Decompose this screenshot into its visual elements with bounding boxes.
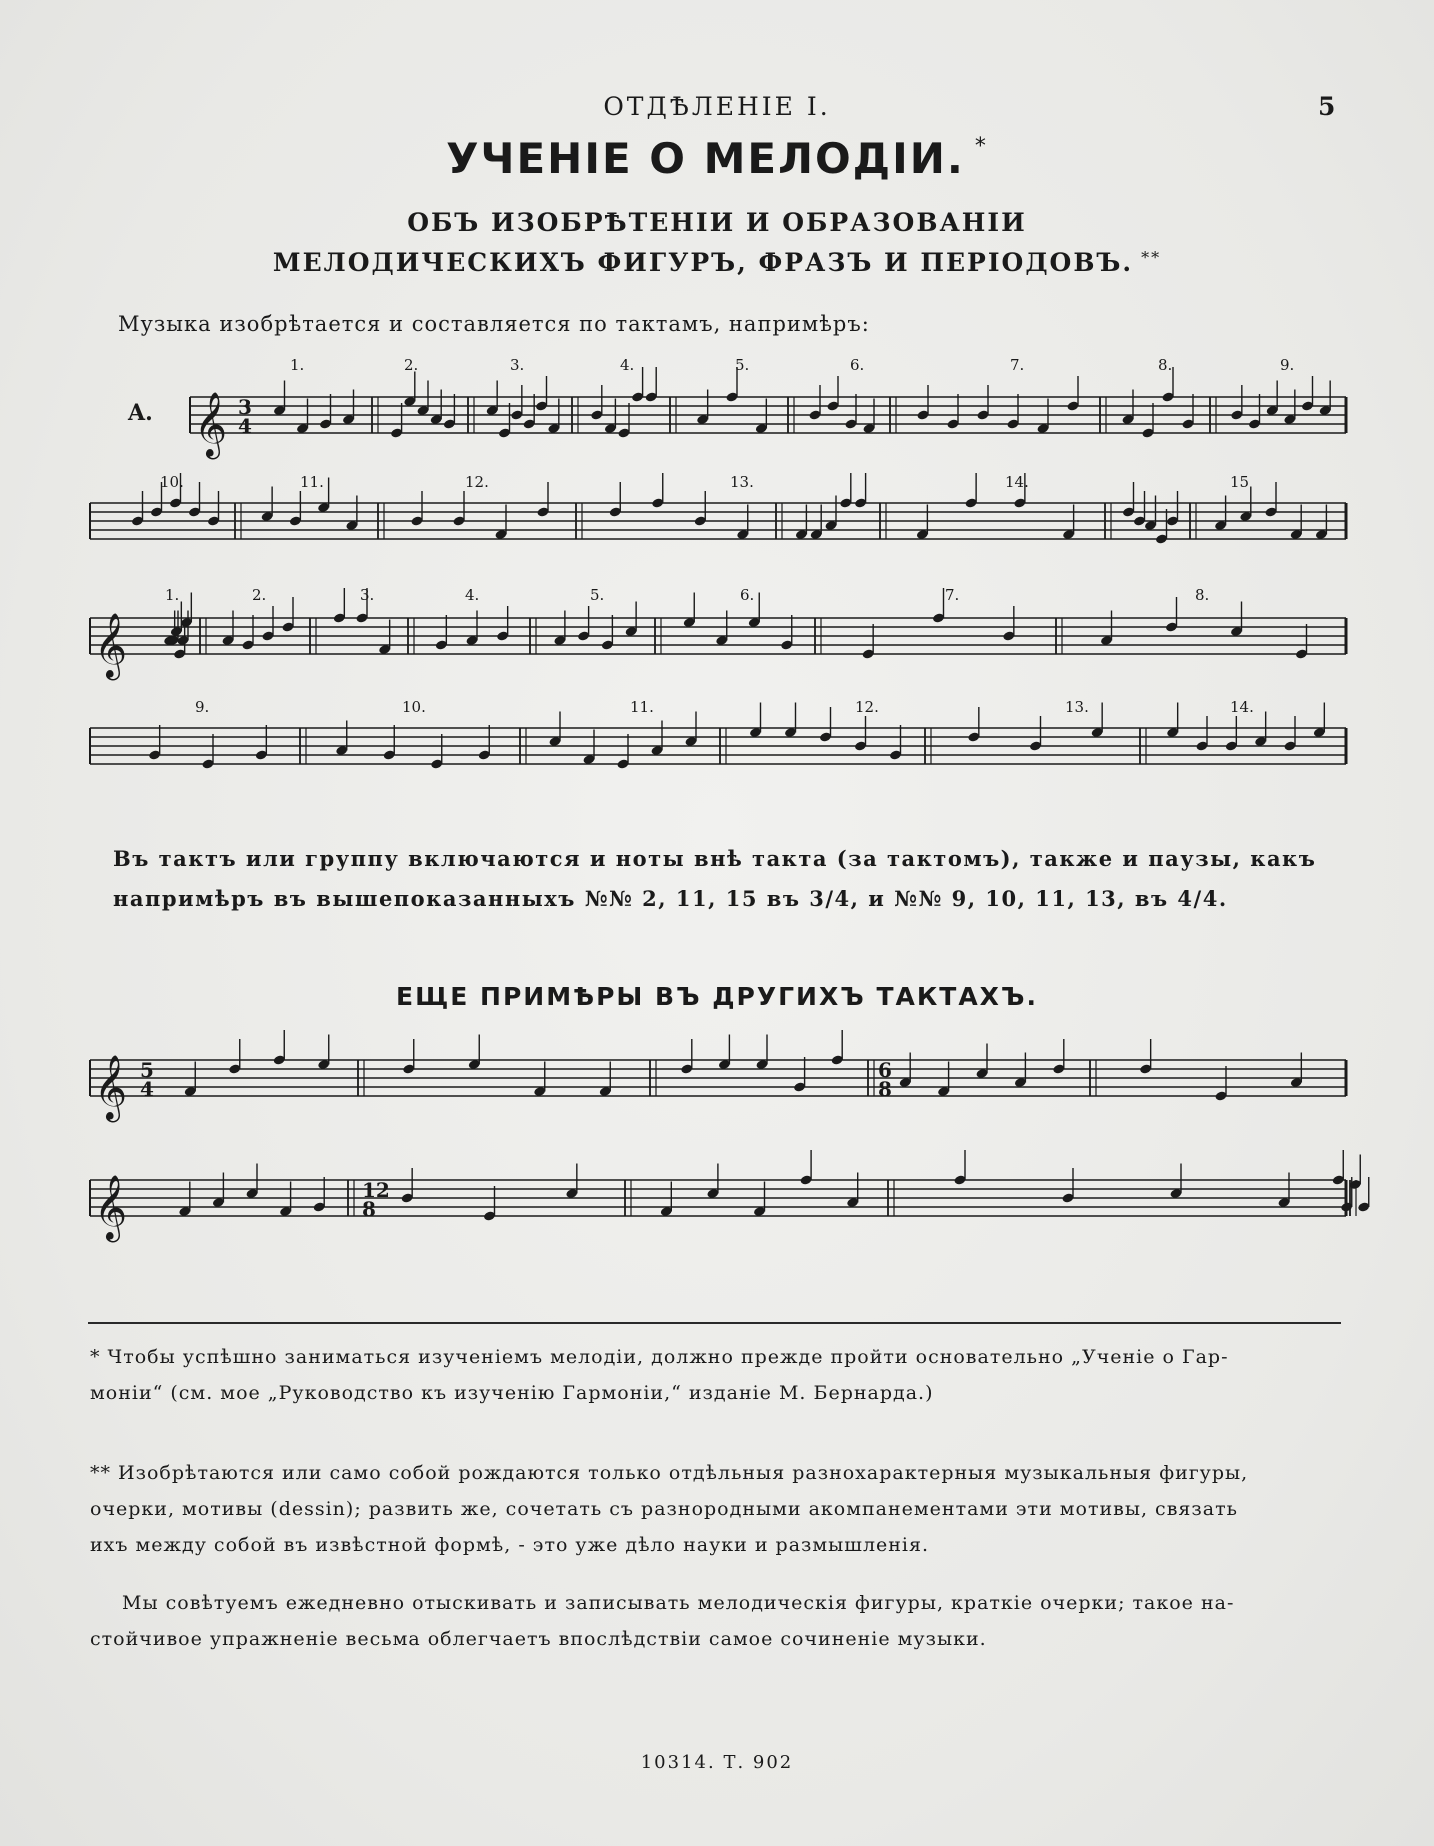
measure-number: 6. (740, 586, 755, 604)
treble-clef-icon: 𝄞 (94, 1175, 128, 1240)
time-signature: 8 (362, 1197, 376, 1221)
time-signature: 12 (362, 1178, 390, 1202)
treble-clef-icon: 𝄞 (94, 613, 128, 678)
measure-number: 1. (165, 586, 180, 604)
time-signature: 4 (238, 414, 252, 438)
measure-number: 10. (160, 473, 184, 491)
measure-number: 7. (945, 586, 960, 604)
treble-clef-icon: 𝄞 (94, 1055, 128, 1120)
measure-number: 1. (290, 356, 305, 374)
measure-number: 8. (1195, 586, 1210, 604)
measure-number: 15 (1230, 473, 1250, 491)
measure-number: 4. (465, 586, 480, 604)
subtitle-text: МЕЛОДИЧЕСКИХЪ ФИГУРЪ, ФРАЗЪ И ПЕРІОДОВЪ. (272, 248, 1134, 277)
measure-number: 10. (402, 698, 426, 716)
time-signature: 3 (238, 395, 252, 419)
measure-number: 2. (404, 356, 419, 374)
remark-line-1: Въ тактъ или группу включаются и ноты внѣ такта (за тактомъ), также и паузы, какъ (113, 846, 1317, 871)
measure-number: 3. (510, 356, 525, 374)
time-signature: 6 (878, 1058, 892, 1082)
measure-number: 6. (850, 356, 865, 374)
time-signature: 5 (140, 1058, 154, 1082)
time-signature: 4 (140, 1077, 154, 1101)
measure-number: 12. (465, 473, 489, 491)
measure-number: 3. (360, 586, 375, 604)
title-text: УЧЕНІЕ О МЕЛОДІИ. (446, 134, 965, 183)
measure-number: 5. (590, 586, 605, 604)
page-number: 5 (1318, 92, 1336, 121)
footnote-2-line-3: ихъ между собой въ извѣстной формѣ, - это уже дѣло науки и размышленія. (90, 1534, 930, 1556)
examples-heading: ЕЩЕ ПРИМѢРЫ ВЪ ДРУГИХЪ ТАКТАХЪ. (396, 982, 1038, 1011)
measure-number: 12. (855, 698, 879, 716)
measure-number: 8. (1158, 356, 1173, 374)
footnote-1-line-1: * Чтобы успѣшно заниматься изученіемъ мелодіи, должно прежде пройти основательно „Ученіе о Гар- (90, 1346, 1229, 1368)
subtitle-footnote-mark: ** (1141, 248, 1162, 267)
measure-number: 13. (730, 473, 754, 491)
example-label: A. (128, 400, 153, 426)
footnote-2-line-1: ** Изобрѣтаются или само собой рождаются только отдѣльныя разнохарактерныя музыкальныя фигуры, (90, 1462, 1249, 1484)
measure-number: 11. (300, 473, 324, 491)
section-heading: ОТДѢЛЕНІЕ I. (603, 92, 831, 121)
remark-line-2: напримѣръ въ вышепоказанныхъ №№ 2, 11, 15 въ 3/4, и №№ 9, 10, 11, 13, въ 4/4. (113, 886, 1228, 911)
measure-number: 14. (1230, 698, 1254, 716)
measure-number: 2. (252, 586, 267, 604)
intro-text: Музыка изобрѣтается и составляется по тактамъ, напримѣръ: (118, 312, 870, 336)
plate-number: 10314. Т. 902 (640, 1752, 794, 1773)
measure-number: 13. (1065, 698, 1089, 716)
subtitle-line-1: ОБЪ ИЗОБРѢТЕНІИ И ОБРАЗОВАНІИ (407, 208, 1027, 237)
measure-number: 11. (630, 698, 654, 716)
measure-number: 14. (1005, 473, 1029, 491)
footnote-1-line-2: моніи“ (см. мое „Руководство къ изученію Гармоніи,“ изданіе М. Бернарда.) (90, 1382, 934, 1404)
footnote-divider (88, 1322, 1341, 1324)
treble-clef-icon: 𝄞 (194, 392, 228, 457)
title-footnote-mark: * (974, 134, 988, 159)
measure-number: 9. (1280, 356, 1295, 374)
footnote-3-line-2: стойчивое упражненіе весьма облегчаетъ впослѣдствіи самое сочиненіе музыки. (90, 1628, 987, 1650)
measure-number: 4. (620, 356, 635, 374)
measure-number: 7. (1010, 356, 1025, 374)
time-signature: 8 (878, 1077, 892, 1101)
footnote-2-line-2: очерки, мотивы (dessin); развить же, сочетать съ разнородными акомпанементами эти мотивы, связать (90, 1498, 1238, 1520)
measure-number: 9. (195, 698, 210, 716)
measure-number: 5. (735, 356, 750, 374)
footnote-3-line-1: Мы совѣтуемъ ежедневно отыскивать и записывать мелодическія фигуры, краткіе очерки; такое на- (122, 1592, 1235, 1614)
